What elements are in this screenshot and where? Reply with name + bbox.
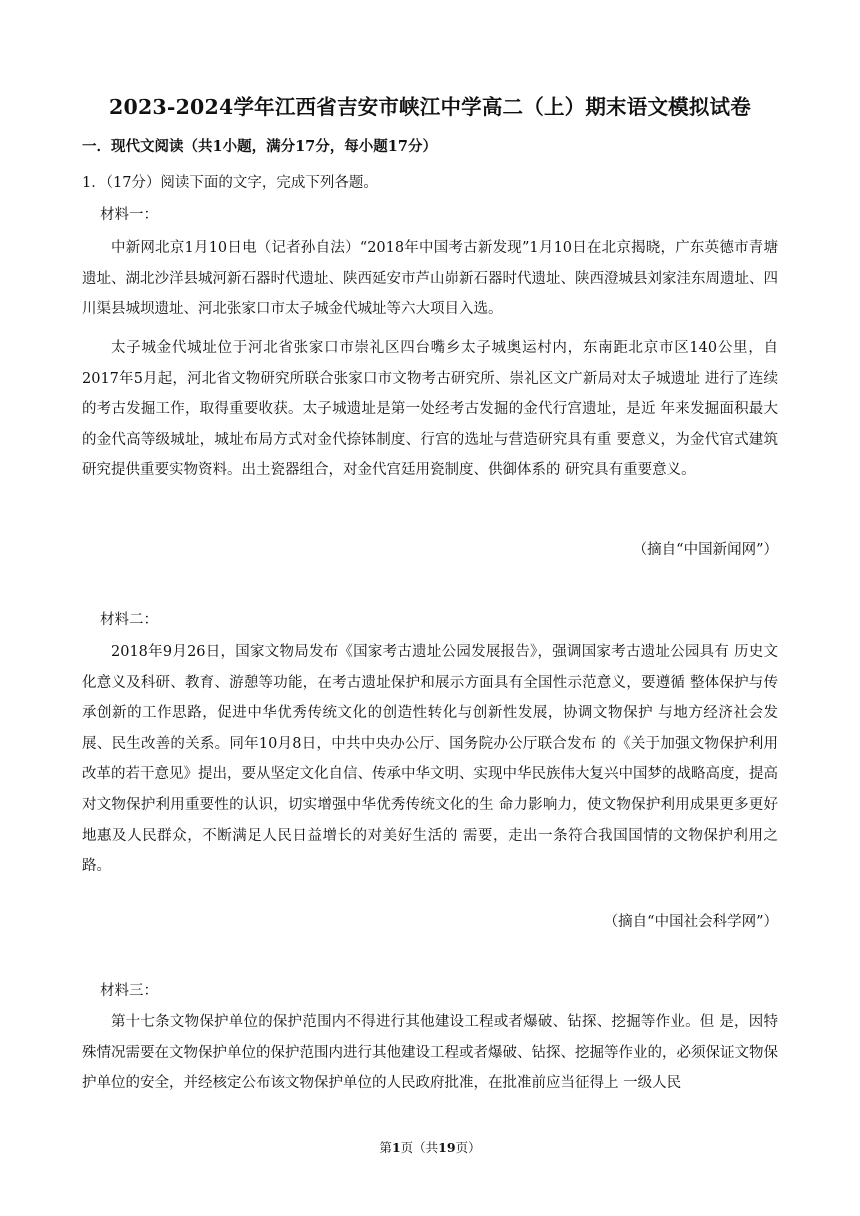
- material-3-label: 材料三：: [100, 983, 158, 999]
- material-1-label: 材料一：: [100, 207, 158, 223]
- material-1-source: （摘自“中国新闻网”）: [632, 542, 778, 558]
- page-title: 2023-2024学年江西省吉安市峡江中学高二（上）期末语文模拟试卷: [109, 95, 751, 119]
- footer-suffix: 页）: [455, 1140, 481, 1155]
- footer-prefix: 第: [379, 1140, 392, 1155]
- question-stem: 1．（17分）阅读下面的文字，完成下列各题。: [82, 175, 378, 191]
- material-1-paragraph-1: 中新网北京1月10日电（记者孙自法）“2018年中国考古新发现”1月10日在北京揭晓，广东英德市青塘遗址、湖北沙洋县城河新石器时代遗址、陕西延安市芦山峁新石器时代遗址、陕西澄城县刘家洼东周遗址、四川渠县城坝遗址、河北张家口市太子城金代城址等六大项目入选。: [82, 240, 778, 318]
- material-3-paragraph-1: 第十七条文物保护单位的保护范围内不得进行其他建设工程或者爆破、钻探、挖掘等作业。但 是，因特殊情况需要在文物保护单位的保护范围内进行其他建设工程或者爆破、钻探、挖掘等作业的，必须保证文物保护单位的安全，并经核定公布该文物保护单位的人民政府批准，在批准前应当征得上 一级人民: [82, 1014, 778, 1092]
- section-heading: 一．现代文阅读（共1小题，满分17分，每小题17分）: [82, 138, 437, 155]
- material-2-label: 材料二：: [100, 612, 158, 628]
- footer-middle: 页（共: [400, 1140, 439, 1155]
- footer-total-pages: 19: [438, 1140, 456, 1155]
- footer-page-number: 1: [391, 1140, 401, 1155]
- material-1-paragraph-2: 太子城金代城址位于河北省张家口市崇礼区四台嘴乡太子城奥运村内，东南距北京市区140公里，自2017年5月起，河北省文物研究所联合张家口市文物考古研究所、崇礼区文广新局对太子城遗址 进行了连续的考古发掘工作，取得重要收获。太子城遗址是第一处经考古发掘的金代行宫遗址，是近 年来发掘面积最大的金代高等级城址，城址布局方式对金代捺钵制度、行宫的选址与营造研究具有重 要意义，为金代官式建筑研究提供重要实物资料。出土瓷器组合，对金代宫廷用瓷制度、供御体系的 研究具有重要意义。: [82, 340, 778, 479]
- page-footer: [0, 1138, 860, 1156]
- material-2-paragraph-1: 2018年9月26日，国家文物局发布《国家考古遗址公园发展报告》，强调国家考古遗址公园具有 历史文化意义及科研、教育、游憩等功能，在考古遗址保护和展示方面具有全国性示范意义，要遵循 整体保护与传承创新的工作思路，促进中华优秀传统文化的创造性转化与创新性发展，协调文物保护 与地方经济社会发展、民生改善的关系。同年10月8日，中共中央办公厅、国务院办公厅联合发布 的《关于加强文物保护利用改革的若干意见》提出，要从坚定文化自信、传承中华文明、实现中华民族伟大复兴中国梦的战略高度，提高对文物保护利用重要性的认识，切实增强中华优秀传统文化的生 命力影响力，使文物保护利用成果更多更好地惠及人民群众，不断满足人民日益增长的对美好生活的 需要，走出一条符合我国国情的文物保护利用之路。: [82, 644, 778, 875]
- material-2-source: （摘自“中国社会科学网”）: [603, 914, 778, 930]
